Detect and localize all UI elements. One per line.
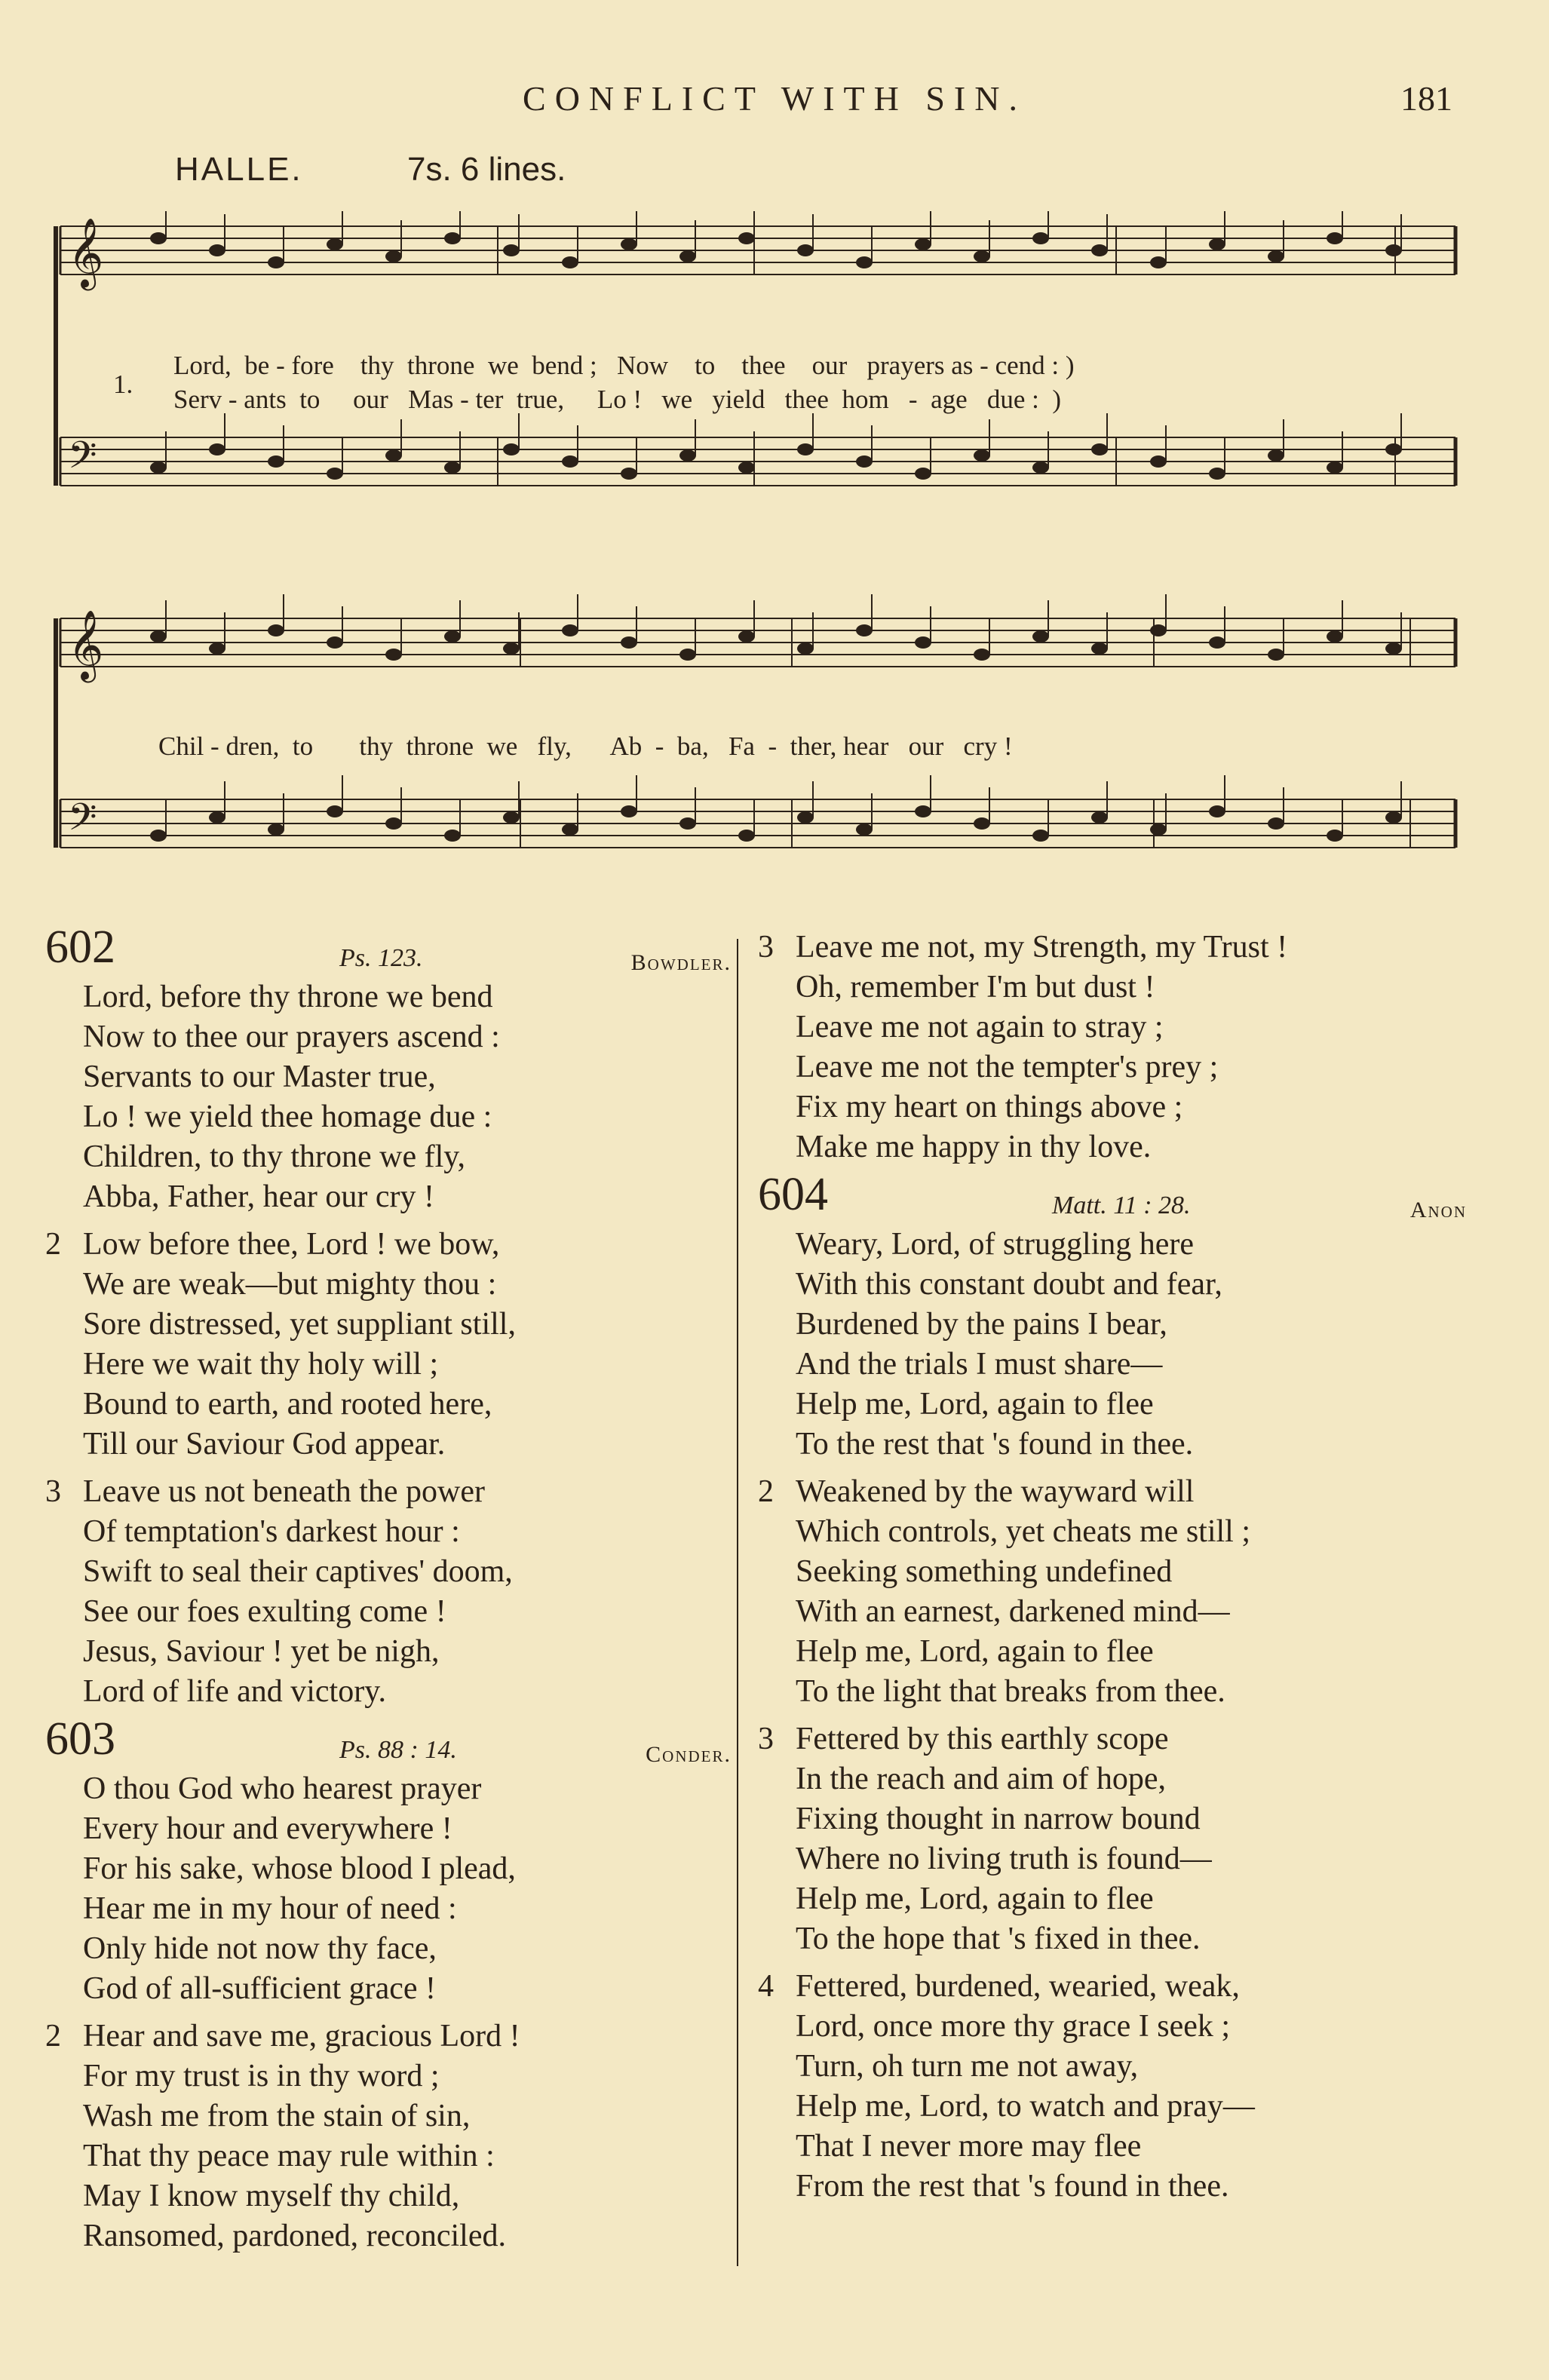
note-head [1032,830,1049,842]
hymn-line: Lo ! we yield thee homage due : [83,1100,492,1134]
note-head [327,238,343,250]
note-head [562,823,578,836]
note-head [562,256,578,268]
note-head [856,256,873,268]
hymn-line: Oh, remember I'm but dust ! [796,970,1155,1004]
note-head [679,449,696,462]
hymn-line: May I know myself thy child, [83,2179,460,2213]
note-head [621,636,637,649]
hymn-line: To the rest that 's found in thee. [796,1427,1194,1461]
note-head [444,462,461,474]
note-head [797,244,814,256]
note-head [738,830,755,842]
note-head [621,468,637,480]
note-head [1385,443,1402,455]
hymn-line: Where no living truth is found— [796,1842,1212,1876]
note-head [1209,468,1225,480]
scripture-reference: Ps. 88 : 14. [339,1736,457,1764]
note-head [738,630,755,643]
hymn-line: Which controls, yet cheats me still ; [796,1514,1251,1549]
hymn-line: Here we wait thy holy will ; [83,1347,439,1382]
hymn-line: From the rest that 's found in thee. [796,2169,1229,2204]
note-head [268,823,284,836]
note-head [915,468,931,480]
note-head [385,649,402,661]
hymn-line: Lord, once more thy grace I seek ; [796,2009,1231,2044]
note-head [1268,250,1284,262]
note-head [856,624,873,636]
note-head [444,232,461,244]
note-head [621,805,637,817]
staff-notation [53,211,1463,928]
note-head [503,643,520,655]
note-head [1385,643,1402,655]
note-head [385,817,402,830]
note-head [150,830,167,842]
hymn-line: Sore distressed, yet suppliant still, [83,1307,516,1342]
hymn-line: Weary, Lord, of struggling here [796,1227,1195,1262]
hymn-602 [45,922,739,1712]
stanza-number: 4 [758,1969,774,2004]
note-head [444,830,461,842]
hymn-line: Fixing thought in narrow bound [796,1802,1201,1836]
note-head [797,811,814,823]
stanza [758,1472,1474,1712]
stanza [758,928,1474,1167]
note-head [1327,630,1343,643]
hymn-line: Children, to thy throne we fly, [83,1139,466,1174]
note-head [444,630,461,643]
hymn-line: That I never more may flee [796,2129,1142,2164]
stanza [45,1472,739,1712]
scripture-reference: Matt. 11 : 28. [1052,1192,1191,1219]
note-head [503,244,520,256]
hymn-line: Help me, Lord, to watch and pray— [796,2089,1255,2124]
note-head [1209,238,1225,250]
note-head [385,449,402,462]
hymn-line: Help me, Lord, again to flee [796,1882,1154,1916]
note-head [1150,624,1167,636]
stanza [758,1225,1474,1464]
tune-name: HALLE. [175,151,303,188]
stanza [758,1719,1474,1959]
hymn-line: Lord, before thy throne we bend [83,980,493,1014]
note-head [562,455,578,468]
hymn-line: Hear and save me, gracious Lord ! [83,2019,520,2053]
stanza [758,1967,1474,2207]
note-head [209,244,225,256]
hymn-line: Wash me from the stain of sin, [83,2099,471,2133]
note-head [1385,811,1402,823]
verse-number: 1. [113,370,133,399]
hymn-line: Help me, Lord, again to flee [796,1634,1154,1669]
note-head [503,811,520,823]
hymn-line: Jesus, Saviour ! yet be nigh, [83,1634,440,1669]
hymn-line: Fettered, burdened, wearied, weak, [796,1969,1240,2004]
hymn-line: For my trust is in thy word ; [83,2059,440,2093]
hymn-604 [758,1169,1474,2207]
hymn-line: Only hide not now thy face, [83,1931,437,1966]
hymn-line: Seeking something undefined [796,1554,1173,1589]
hymn-line: Low before thee, Lord ! we bow, [83,1227,500,1262]
treble-clef-icon: 𝄞 [68,217,104,287]
note-head [1091,443,1108,455]
hymn-line: Till our Saviour God appear. [83,1427,446,1461]
note-head [1209,636,1225,649]
note-head [1385,244,1402,256]
hymn-line: In the reach and aim of hope, [796,1762,1166,1796]
note-head [974,817,990,830]
hymn-line: Help me, Lord, again to flee [796,1387,1154,1422]
note-head [1327,830,1343,842]
right-column [758,928,1474,2214]
bass-clef-icon: 𝄢 [68,434,97,486]
note-head [1268,817,1284,830]
note-head [1091,643,1108,655]
note-head [209,643,225,655]
note-head [268,624,284,636]
hymn-number: 603 [45,1713,115,1765]
note-head [1327,232,1343,244]
note-head [385,250,402,262]
scripture-reference: Ps. 123. [339,944,423,972]
music-score [53,211,1463,928]
running-title: CONFLICT WITH SIN. [523,79,1026,118]
hymn-header [758,1169,1474,1225]
note-head [621,238,637,250]
page-number: 181 [1400,79,1452,118]
note-head [1268,449,1284,462]
note-head [268,455,284,468]
note-head [1327,462,1343,474]
note-head [1091,811,1108,823]
hymn-line: With this constant doubt and fear, [796,1267,1222,1302]
stanza [45,1225,739,1464]
hymn-author: Anon [1409,1198,1467,1222]
hymn-line: Fix my heart on things above ; [796,1090,1183,1124]
note-head [974,649,990,661]
left-column [45,922,739,2264]
stanza [45,1769,739,2009]
hymn-line: Leave me not again to stray ; [796,1010,1164,1044]
lyrics-line-1: Lord, be - fore thy throne we bend ; Now to thee our prayers as - cend : ) [173,351,1075,380]
hymn-line: See our foes exulting come ! [83,1594,446,1629]
lyrics-line-2: Serv - ants to our Mas - ter true, Lo ! we yield thee hom - age due : ) [173,385,1062,414]
stanza-number: 2 [45,2019,61,2053]
hymn-line: Turn, oh turn me not away, [796,2049,1139,2084]
hymn-line: Bound to earth, and rooted here, [83,1387,492,1422]
note-head [856,823,873,836]
hymn-line: Make me happy in thy love. [796,1130,1152,1164]
lyrics-line-3: Chil - dren, to thy throne we fly, Ab - ba, Fa - ther, hear our cry ! [158,731,1013,761]
note-head [268,256,284,268]
note-head [1150,256,1167,268]
hymn-line: Ransomed, pardoned, reconciled. [83,2219,506,2253]
note-head [503,443,520,455]
hymn-line: Servants to our Master true, [83,1060,436,1094]
hymn-author: Conder. [646,1742,732,1767]
note-head [150,232,167,244]
note-head [562,624,578,636]
note-head [327,805,343,817]
note-head [915,238,931,250]
note-head [797,443,814,455]
note-head [738,232,755,244]
hymn-number: 604 [758,1169,828,1220]
hymn-line: Weakened by the wayward will [796,1474,1195,1509]
hymn-line: To the light that breaks from thee. [796,1674,1225,1709]
hymn-line: Burdened by the pains I bear, [796,1307,1167,1342]
note-head [1150,455,1167,468]
hymn-line: Of temptation's darkest hour : [83,1514,460,1549]
note-head [1268,649,1284,661]
note-head [1032,630,1049,643]
hymn-line: O thou God who hearest prayer [83,1771,482,1806]
note-head [679,250,696,262]
stanza-number: 3 [45,1474,61,1509]
hymn-line: Fettered by this earthly scope [796,1722,1169,1756]
hymn-line: Leave me not, my Strength, my Trust ! [796,930,1288,965]
hymn-line: Abba, Father, hear our cry ! [83,1179,434,1214]
tune-meter: 7s. 6 lines. [407,151,566,188]
treble-clef-icon: 𝄞 [68,609,104,679]
hymn-line: God of all-sufficient grace ! [83,1971,437,2006]
stanza-number: 2 [758,1474,774,1509]
hymn-number: 602 [45,922,115,973]
stanza [45,2017,739,2256]
hymn-header [45,922,739,977]
hymn-header [45,1713,739,1769]
note-head [915,805,931,817]
hymn-line: Leave us not beneath the power [83,1474,485,1509]
hymn-line: Swift to seal their captives' doom, [83,1554,513,1589]
hymn-line: Leave me not the tempter's prey ; [796,1050,1219,1084]
stanza-number: 3 [758,930,774,965]
note-head [1150,823,1167,836]
note-head [150,462,167,474]
note-head [738,462,755,474]
hymn-line: For his sake, whose blood I plead, [83,1851,516,1886]
note-head [797,643,814,655]
stanza [45,977,739,1217]
note-head [1032,462,1049,474]
hymn-line: Hear me in my hour of need : [83,1891,457,1926]
hymn-line: We are weak—but mighty thou : [83,1267,497,1302]
note-head [679,649,696,661]
hymn-line: To the hope that 's fixed in thee. [796,1921,1201,1956]
stanza-number: 3 [758,1722,774,1756]
note-head [974,250,990,262]
hymn-line: Every hour and everywhere ! [83,1811,452,1846]
hymn-line: Lord of life and victory. [83,1674,386,1709]
note-head [327,636,343,649]
note-head [1091,244,1108,256]
note-head [974,449,990,462]
note-head [327,468,343,480]
hymn-line: That thy peace may rule within : [83,2139,495,2173]
note-head [679,817,696,830]
hymn-line: Now to thee our prayers ascend : [83,1020,500,1054]
bass-clef-icon: 𝄢 [68,796,97,848]
hymn-line: With an earnest, darkened mind— [796,1594,1230,1629]
hymn-603 [45,1713,739,2256]
note-head [1032,232,1049,244]
note-head [209,443,225,455]
note-head [150,630,167,643]
note-head [856,455,873,468]
note-head [915,636,931,649]
stanza-number: 2 [45,1227,61,1262]
hymn-line: And the trials I must share— [796,1347,1163,1382]
note-head [209,811,225,823]
hymn-author: Bowdler. [630,950,732,975]
note-head [1209,805,1225,817]
